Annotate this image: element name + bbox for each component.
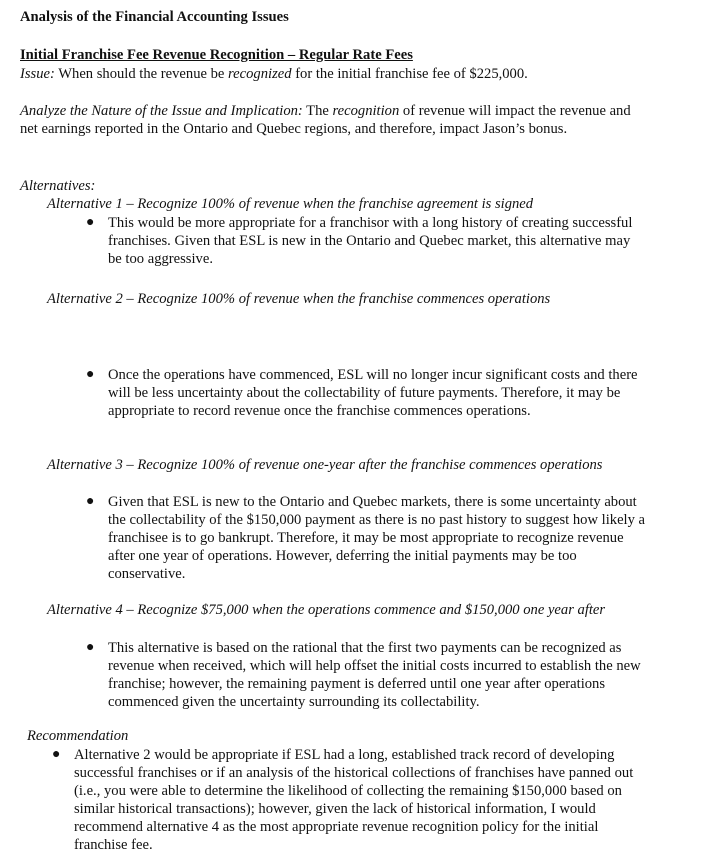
alt3-title: Alternative 3 – Recognize 100% of revenue one-year after the franchise commences operations bbox=[47, 457, 603, 473]
analyze-paragraph bbox=[20, 102, 632, 138]
alt2-title: Alternative 2 – Recognize 100% of revenue when the franchise commences operations bbox=[47, 291, 551, 307]
bullet-icon: ● bbox=[86, 215, 95, 230]
issue-paragraph bbox=[20, 65, 700, 83]
alt1-title: Alternative 1 – Recognize 100% of revenue when the franchise agreement is signed bbox=[47, 196, 534, 212]
alt4-bullet-text: This alternative is based on the rational that the first two payments can be recognized as revenue when received, which will help offset the initial costs incurred to establish the new franchise; however, the remaining payment is deferred until one year after operations commenced given the uncertainty surrounding its collectability. bbox=[108, 640, 641, 710]
analyze-text-pre: The bbox=[302, 103, 333, 119]
issue-label: Issue: bbox=[20, 66, 55, 82]
alt4-bullet bbox=[86, 639, 656, 711]
issue-text-post: for the initial franchise fee of $225,000. bbox=[291, 66, 528, 82]
analyze-text-em: recognition bbox=[332, 103, 400, 119]
issue-text-em: recognized bbox=[228, 66, 292, 82]
alternatives-label: Alternatives: bbox=[20, 178, 96, 194]
bullet-icon: ● bbox=[52, 747, 61, 762]
analyze-label: Analyze the Nature of the Issue and Implication: bbox=[20, 103, 303, 119]
issue-text-pre: When should the revenue be bbox=[54, 66, 229, 82]
alt2-bullet-text: Once the operations have commenced, ESL will no longer incur significant costs and there will be less uncertainty about the collectability of future payments. Therefore, it may be appropriate to record revenue once the franchise commences operations. bbox=[108, 367, 638, 419]
analyze-text-post: of revenue will impact the revenue and net earnings reported in the Ontario and Quebec regions, and therefore, impact Jason’s bonus. bbox=[20, 103, 631, 137]
alt4-title: Alternative 4 – Recognize $75,000 when the operations commence and $150,000 one year after bbox=[47, 602, 606, 618]
document-heading: Analysis of the Financial Accounting Issues bbox=[20, 9, 289, 25]
recommendation-bullet bbox=[52, 746, 650, 854]
alt3-bullet-text: Given that ESL is new to the Ontario and Quebec markets, there is some uncertainty about the collectability of the $150,000 payment as there is no past history to suggest how likely a franchisee is to go bankrupt. Therefore, it may be most appropriate to recognize revenue after one year of operations. However, deferring the initial payments may be too conservative. bbox=[108, 494, 646, 582]
alt1-bullet-text: This would be more appropriate for a franchisor with a long history of creating successful franchises. Given that ESL is new in the Ontario and Quebec market, this alternative may be too aggressive. bbox=[108, 215, 633, 267]
bullet-icon: ● bbox=[86, 367, 95, 382]
alt2-bullet bbox=[86, 366, 646, 420]
recommendation-bullet-text: Alternative 2 would be appropriate if ESL had a long, established track record of developing successful franchises or if an analysis of the historical collections of franchises have panned out (i.e., you were able to determine the likelihood of collecting the remaining $150,000 based on similar historical transactions); however, given the lack of historical information, I would recommend alternative 4 as the most appropriate revenue recognition policy for the initial franchise fee. bbox=[74, 747, 634, 853]
bullet-icon: ● bbox=[86, 494, 95, 509]
alt1-bullet bbox=[86, 214, 646, 268]
recommendation-label: Recommendation bbox=[27, 728, 129, 744]
bullet-icon: ● bbox=[86, 640, 95, 655]
alt3-bullet bbox=[86, 493, 646, 583]
section-title: Initial Franchise Fee Revenue Recognition – Regular Rate Fees bbox=[20, 47, 413, 63]
